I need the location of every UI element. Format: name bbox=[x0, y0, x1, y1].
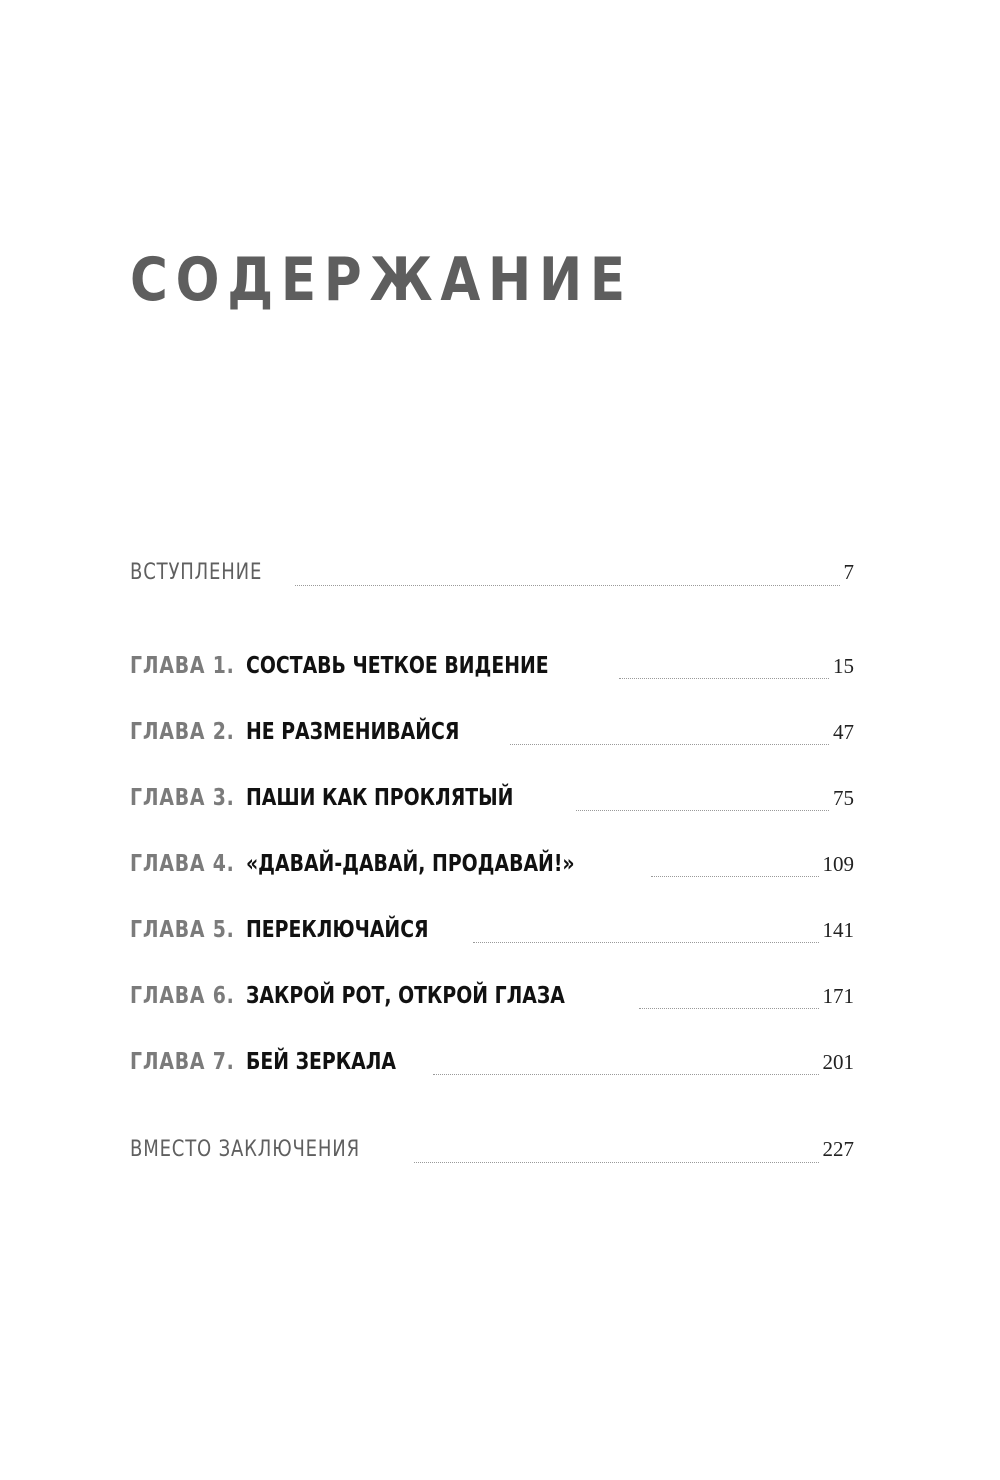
chapter-label: ГЛАВА 4. bbox=[130, 851, 235, 877]
chapter-title: НЕ РАЗМЕНИВАЙСЯ bbox=[246, 719, 460, 745]
conclusion-page-number: 227 bbox=[822, 1137, 854, 1161]
dot-leader bbox=[433, 1074, 819, 1075]
toc-entry-chapter-7 bbox=[130, 1049, 854, 1081]
chapter-page-number: 141 bbox=[822, 918, 854, 942]
toc-entry-chapter-3 bbox=[130, 785, 854, 817]
chapter-title: «ДАВАЙ-ДАВАЙ, ПРОДАВАЙ!» bbox=[246, 851, 575, 877]
dot-leader bbox=[576, 810, 829, 811]
toc-entry-conclusion bbox=[130, 1137, 854, 1169]
toc-entry-chapter-6 bbox=[130, 983, 854, 1015]
chapter-title: ПАШИ КАК ПРОКЛЯТЫЙ bbox=[246, 785, 514, 811]
chapter-title: ПЕРЕКЛЮЧАЙСЯ bbox=[246, 917, 429, 943]
chapter-title: БЕЙ ЗЕРКАЛА bbox=[246, 1049, 396, 1075]
chapter-page-number: 109 bbox=[822, 852, 854, 876]
chapter-page-number: 171 bbox=[822, 984, 854, 1008]
chapter-page-number: 201 bbox=[822, 1050, 854, 1074]
chapter-label: ГЛАВА 3. bbox=[130, 785, 235, 811]
toc-entry-chapter-2 bbox=[130, 719, 854, 751]
chapter-title: ЗАКРОЙ РОТ, ОТКРОЙ ГЛАЗА bbox=[246, 983, 565, 1009]
toc-entry-intro bbox=[130, 560, 854, 592]
page-title: СОДЕРЖАНИЕ bbox=[130, 245, 633, 315]
conclusion-title: ВМЕСТО ЗАКЛЮЧЕНИЯ bbox=[130, 1137, 360, 1162]
chapter-page-number: 75 bbox=[833, 786, 854, 810]
chapter-label: ГЛАВА 7. bbox=[130, 1049, 235, 1075]
chapter-page-number: 47 bbox=[833, 720, 854, 744]
dot-leader bbox=[295, 585, 839, 586]
dot-leader bbox=[510, 744, 829, 745]
chapter-label: ГЛАВА 1. bbox=[130, 653, 235, 679]
dot-leader bbox=[639, 1008, 819, 1009]
dot-leader bbox=[619, 678, 829, 679]
dot-leader bbox=[651, 876, 819, 877]
chapter-label: ГЛАВА 5. bbox=[130, 917, 235, 943]
toc-entry-chapter-4 bbox=[130, 851, 854, 883]
intro-page-number: 7 bbox=[843, 560, 854, 584]
toc-entry-chapter-5 bbox=[130, 917, 854, 949]
toc-entry-chapter-1 bbox=[130, 653, 854, 685]
dot-leader bbox=[473, 942, 819, 943]
chapter-page-number: 15 bbox=[833, 654, 854, 678]
chapter-title: СОСТАВЬ ЧЕТКОЕ ВИДЕНИЕ bbox=[246, 653, 549, 679]
chapter-label: ГЛАВА 2. bbox=[130, 719, 235, 745]
dot-leader bbox=[414, 1162, 818, 1163]
chapter-label: ГЛАВА 6. bbox=[130, 983, 235, 1009]
intro-title: ВСТУПЛЕНИЕ bbox=[130, 560, 263, 585]
